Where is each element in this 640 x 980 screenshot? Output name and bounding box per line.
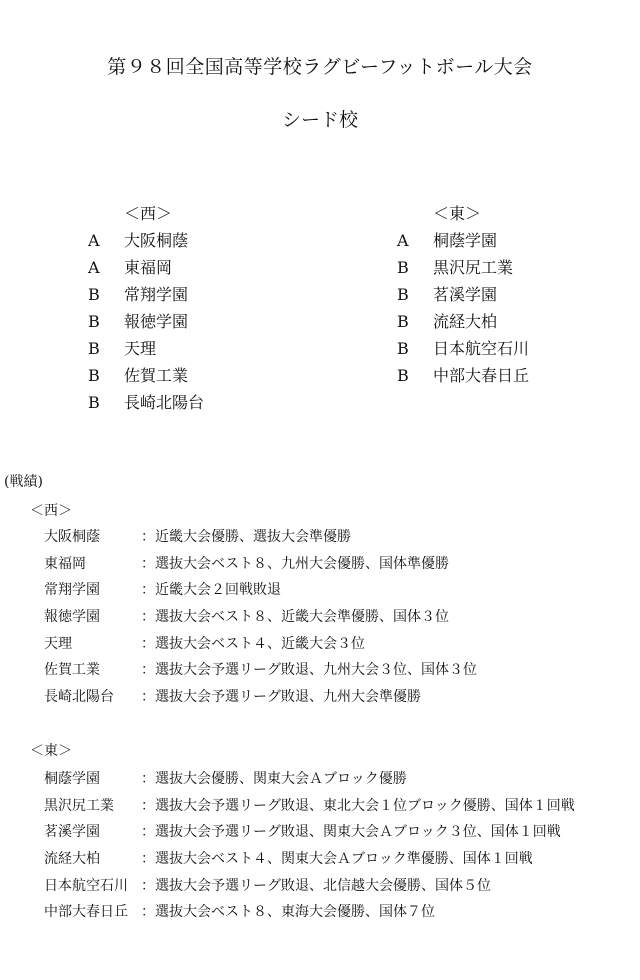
seed-grade: B [88,393,100,412]
seed-school: 常翔学園 [124,285,189,304]
document-subtitle: シード校 [281,109,358,131]
seed-school: 東福岡 [124,258,173,277]
record-row [44,604,477,631]
seed-school: 日本航空石川 [433,339,530,358]
record-text: ：選抜大会ベスト８、九州大会優勝、国体準優勝 [141,555,449,572]
seed-list-west [88,200,204,416]
record-text: ：選抜大会優勝、関東大会Ａブロック優勝 [141,771,407,787]
seed-school: 長崎北陽台 [124,393,205,412]
seed-row [397,227,529,254]
record-row [44,577,477,604]
record-row [44,524,477,551]
record-school: 日本航空石川 [44,877,128,894]
record-row [44,873,575,900]
record-row [44,657,477,684]
record-text: ：選抜大会予選リーグ敗退、関東大会Ａブロック３位、国体１回戦 [141,824,561,841]
seed-row [88,362,204,389]
records-list-east [44,766,575,926]
record-school: 東福岡 [44,555,86,572]
record-text: ：選抜大会ベスト８、近畿大会準優勝、国体３位 [141,609,449,626]
seed-grade: B [397,258,409,277]
record-school: 佐賀工業 [44,662,100,679]
record-row [44,766,575,793]
record-text: ：選抜大会予選リーグ敗退、九州大会３位、国体３位 [141,662,477,679]
seed-school: 茗溪学園 [433,285,498,304]
record-row [44,684,477,711]
record-school: 長崎北陽台 [44,689,114,706]
seed-school: 佐賀工業 [124,366,189,385]
seed-school: 流経大柏 [433,312,498,331]
seed-row [397,254,529,281]
records-heading-west: ＜西＞ [30,503,72,519]
seed-grade: B [397,339,409,358]
seed-school: 大阪桐蔭 [124,231,189,250]
record-school: 常翔学園 [44,582,100,599]
seed-row [397,362,529,389]
seed-row [88,308,204,335]
record-text: ：近畿大会２回戦敗退 [141,582,281,599]
seed-grade: B [88,312,100,331]
record-text: ：選抜大会予選リーグ敗退、北信越大会優勝、国体５位 [141,877,491,894]
record-row [44,819,575,846]
seed-grade: B [397,312,409,331]
seed-row [88,389,204,416]
record-text: ：近畿大会優勝、選抜大会準優勝 [141,529,351,545]
seed-heading-west: ＜西＞ [124,204,173,223]
seed-grade: A [88,231,100,250]
records-label: (戦績) [4,474,43,490]
seed-grade: B [397,285,409,304]
document-title: 第９８回全国高等学校ラグビーフットボール大会 [107,56,533,78]
record-school: 中部大春日丘 [44,904,128,921]
record-school: 黒沢尻工業 [44,797,114,814]
record-row [44,899,575,926]
seed-row [397,281,529,308]
seed-row [88,254,204,281]
seed-grade: B [88,366,100,385]
records-list-west [44,524,477,711]
record-row [44,631,477,658]
record-school: 報徳学園 [44,609,100,626]
record-text: ：選抜大会予選リーグ敗退、東北大会１位ブロック優勝、国体１回戦 [141,797,575,814]
seed-grade: A [397,231,409,250]
seed-row [88,281,204,308]
record-school: 天理 [44,635,72,652]
seed-grade: B [88,285,100,304]
seed-row [397,308,529,335]
record-row [44,551,477,578]
record-school: 桐蔭学園 [44,771,100,787]
seed-grade: A [88,258,100,277]
record-school: 流経大柏 [44,851,100,868]
record-row [44,793,575,820]
seed-row [88,227,204,254]
seed-grade: B [88,339,100,358]
seed-heading-east: ＜東＞ [433,204,482,223]
record-school: 茗溪学園 [44,824,100,841]
seed-row [397,335,529,362]
record-text: ：選抜大会ベスト４、近畿大会３位 [141,635,365,652]
seed-school: 中部大春日丘 [433,366,530,385]
record-text: ：選抜大会予選リーグ敗退、九州大会準優勝 [141,689,421,706]
seed-school: 報徳学園 [124,312,189,331]
seed-row [88,335,204,362]
record-text: ：選抜大会ベスト４、関東大会Ａブロック準優勝、国体１回戦 [141,851,533,868]
record-school: 大阪桐蔭 [44,529,100,545]
seed-school: 天理 [124,339,157,358]
records-heading-east: ＜東＞ [30,743,72,759]
seed-list-east [397,200,529,389]
seed-school: 黒沢尻工業 [433,258,514,277]
seed-school: 桐蔭学園 [433,231,498,250]
seed-grade: B [397,366,409,385]
record-text: ：選抜大会ベスト８、東海大会優勝、国体７位 [141,904,435,921]
record-row [44,846,575,873]
